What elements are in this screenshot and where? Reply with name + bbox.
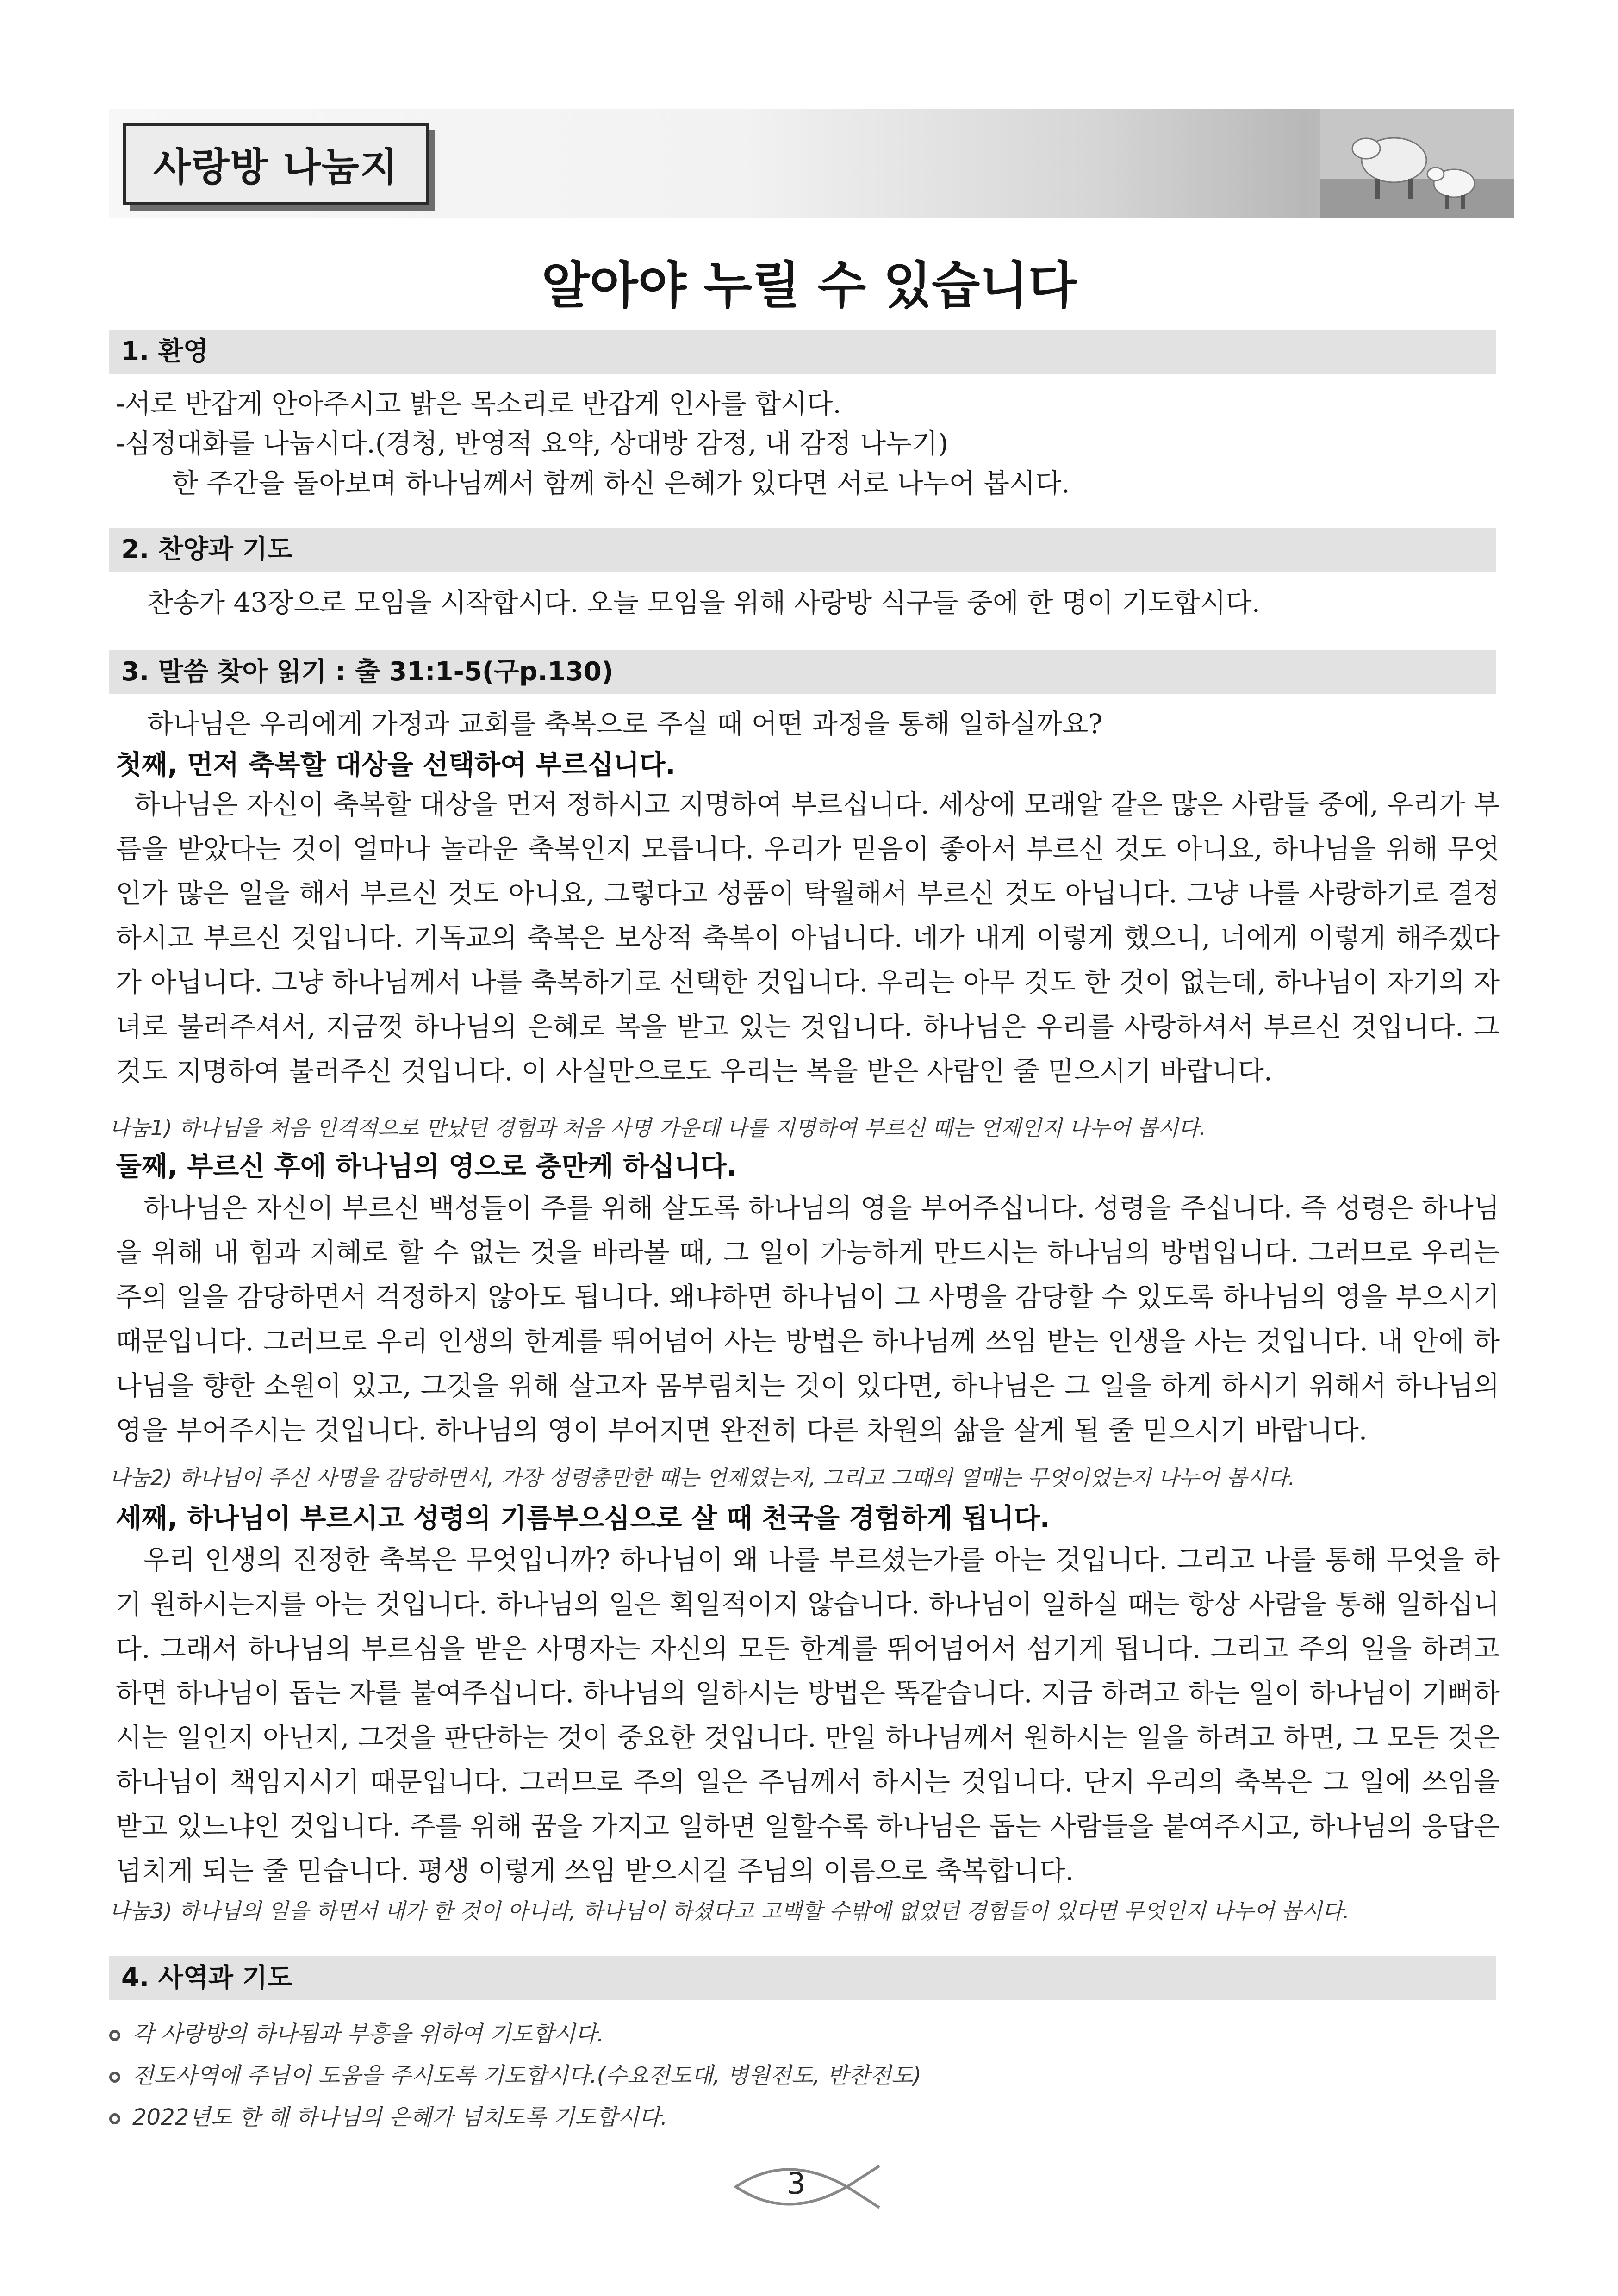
banner-title-box — [123, 123, 429, 205]
prayer-item-text: 2022년도 한 해 하나님의 은혜가 넘치도록 기도합시다. — [132, 2104, 668, 2130]
point-2-title: 둘째, 부르신 후에 하나님의 영으로 충만케 하십니다. — [116, 1151, 737, 1182]
prayer-item-text: 전도사역에 주님이 도움을 주시도록 기도합시다.(수요전도대, 병원전도, 반찬전도) — [132, 2063, 921, 2089]
point-2-body: 하나님은 자신이 부르신 백성들이 주를 위해 살도록 하나님의 영을 부어주십니다. 성령을 주십니다. 즉 성령은 하나님을 위해 내 힘과 지혜로 할 수 없는 것을 바라볼 때, 그 일이 가능하게 만드시는 하나님의 방법입니다. 그러므로 우리는 주의 일을 감당하면서 걱정하지 않아도 됩니다. 왜냐하면 하나님이 그 사명을 감당할 수 있도록 하나님의 영을 부으시기 때문입니다. 그러므로 우리 인생의 한계를 뛰어넘어 사는 방법은 하나님께 쓰임 받는 인생을 사는 것입니다. 내 안에 하나님을 향한 소원이 있고, 그것을 위해 살고자 몸부림치는 것이 있다면, 하나님은 그 일을 하게 하시기 위해서 하나님의 영을 부어주시는 것입니다. 하나님의 영이 부어지면 완전히 다른 차원의 삶을 살게 될 줄 믿으시기 바랍니다. — [116, 1192, 1500, 1446]
sharing-note-2: 나눔2) 하나님이 주신 사명을 감당하면서, 가장 성령충만한 때는 언제였는지, 그리고 그때의 열매는 무엇이었는지 나누어 봅시다. — [109, 1465, 1295, 1490]
welcome-line-3: 한 주간을 돌아보며 하나님께서 함께 하신 은혜가 있다면 서로 나누어 봅시다. — [172, 467, 1070, 499]
prayer-item — [109, 2018, 604, 2050]
section-heading-text: 3. 말씀 찾아 읽기 : 출 31:1-5(구p.130) — [121, 657, 614, 687]
scripture-intro: 하나님은 우리에게 가정과 교회를 축복으로 주실 때 어떤 과정을 통해 일하실까요? — [147, 708, 1103, 740]
welcome-line-2: -심정대화를 나눕시다.(경청, 반영적 요약, 상대방 감정, 내 감정 나누기) — [116, 428, 948, 459]
section-heading-text: 1. 환영 — [121, 336, 208, 367]
page-number-mark — [731, 2157, 889, 2217]
page-number: 3 — [787, 2167, 806, 2201]
section-heading-ministry — [109, 1956, 1496, 2000]
section-heading-text: 2. 찬양과 기도 — [121, 535, 292, 565]
sharing-note-3: 나눔3) 하나님의 일을 하면서 내가 한 것이 아니라, 하나님이 하셨다고 고백할 수밖에 없었던 경험들이 있다면 무엇인지 나누어 봅시다. — [109, 1898, 1350, 1923]
circle-bullet-icon — [109, 2113, 120, 2124]
prayer-item — [109, 2101, 667, 2134]
point-3-body: 우리 인생의 진정한 축복은 무엇입니까? 하나님이 왜 나를 부르셨는가를 아는 것입니다. 그리고 나를 통해 무엇을 하기 원하시는지를 아는 것입니다. 하나님의 일은 획일적이지 않습니다. 하나님이 일하실 때는 항상 사람을 통해 일하십니다. 그래서 하나님의 부르심을 받은 사명자는 자신의 모든 한계를 뛰어넘어서 섬기게 됩니다. 그리고 주의 일을 하려고 하면 하나님이 돕는 자를 붙여주십니다. 하나님의 일하시는 방법은 똑같습니다. 지금 하려고 하는 일이 하나님이 기뻐하시는 일인지 아닌지, 그것을 판단하는 것이 중요한 것입니다. 만일 하나님께서 원하시는 일을 하려고 하면, 그 모든 것은 하나님이 책임지시기 때문입니다. 그러므로 주의 일은 주님께서 하시는 것입니다. 단지 우리의 축복은 그 일에 쓰임을 받고 있느냐인 것입니다. 주를 위해 꿈을 가지고 일하면 일할수록 하나님은 돕는 사람들을 붙여주시고, 하나님의 응답은 넘치게 되는 줄 믿습니다. 평생 이렇게 쓰임 받으시길 주님의 이름으로 축복합니다. — [116, 1544, 1500, 1886]
prayer-item-text: 각 사랑방의 하나됨과 부흥을 위하여 기도합시다. — [132, 2021, 604, 2047]
sharing-note-1: 나눔1) 하나님을 처음 인격적으로 만났던 경험과 처음 사명 가운데 나를 지명하여 부르신 때는 언제인지 나누어 봅시다. — [109, 1115, 1206, 1140]
section-heading-scripture — [109, 650, 1496, 694]
section-heading-praise — [109, 528, 1496, 572]
prayer-item — [109, 2060, 921, 2092]
section-heading-text: 4. 사역과 기도 — [121, 1963, 292, 1993]
banner-title: 사랑방 나눔지 — [153, 144, 399, 190]
praise-line: 찬송가 43장으로 모임을 시작합시다. 오늘 모임을 위해 사랑방 식구들 중에 한 명이 기도합시다. — [147, 587, 1260, 618]
sheep-photo-icon — [1320, 109, 1514, 218]
circle-bullet-icon — [109, 2030, 120, 2041]
point-3-title: 세째, 하나님이 부르시고 성령의 기름부으심으로 살 때 천국을 경험하게 됩니다. — [116, 1502, 1050, 1534]
section-heading-welcome — [109, 330, 1496, 374]
point-1-body: 하나님은 자신이 축복할 대상을 먼저 정하시고 지명하여 부르십니다. 세상에 모래알 같은 많은 사람들 중에, 우리가 부름을 받았다는 것이 얼마나 놀라운 축복인지 모릅니다. 우리가 믿음이 좋아서 부르신 것도 아니요, 하나님을 위해 무엇인가 많은 일을 해서 부르신 것도 아니요, 그렇다고 성품이 탁월해서 부르신 것도 아닙니다. 그냥 나를 사랑하기로 결정하시고 부르신 것입니다. 기독교의 축복은 보상적 축복이 아닙니다. 네가 내게 이렇게 했으니, 너에게 이렇게 해주겠다가 아닙니다. 그냥 하나님께서 나를 축복하기로 선택한 것입니다. 우리는 아무 것도 한 것이 없는데, 하나님이 자기의 자녀로 불러주셔서, 지금껏 하나님의 은혜로 복을 받고 있는 것입니다. 하나님은 우리를 사랑하셔서 부르신 것입니다. 그것도 지명하여 불러주신 것입니다. 이 사실만으로도 우리는 복을 받은 사람인 줄 믿으시기 바랍니다. — [116, 789, 1500, 1087]
welcome-line-1: -서로 반갑게 안아주시고 밝은 목소리로 반갑게 인사를 합시다. — [116, 388, 841, 419]
fish-icon — [731, 2157, 889, 2217]
header-banner — [109, 109, 1514, 218]
point-1-title: 첫째, 먼저 축복할 대상을 선택하여 부르십니다. — [116, 749, 676, 780]
page-title: 알아야 누릴 수 있습니다 — [541, 257, 1077, 315]
circle-bullet-icon — [109, 2072, 120, 2083]
